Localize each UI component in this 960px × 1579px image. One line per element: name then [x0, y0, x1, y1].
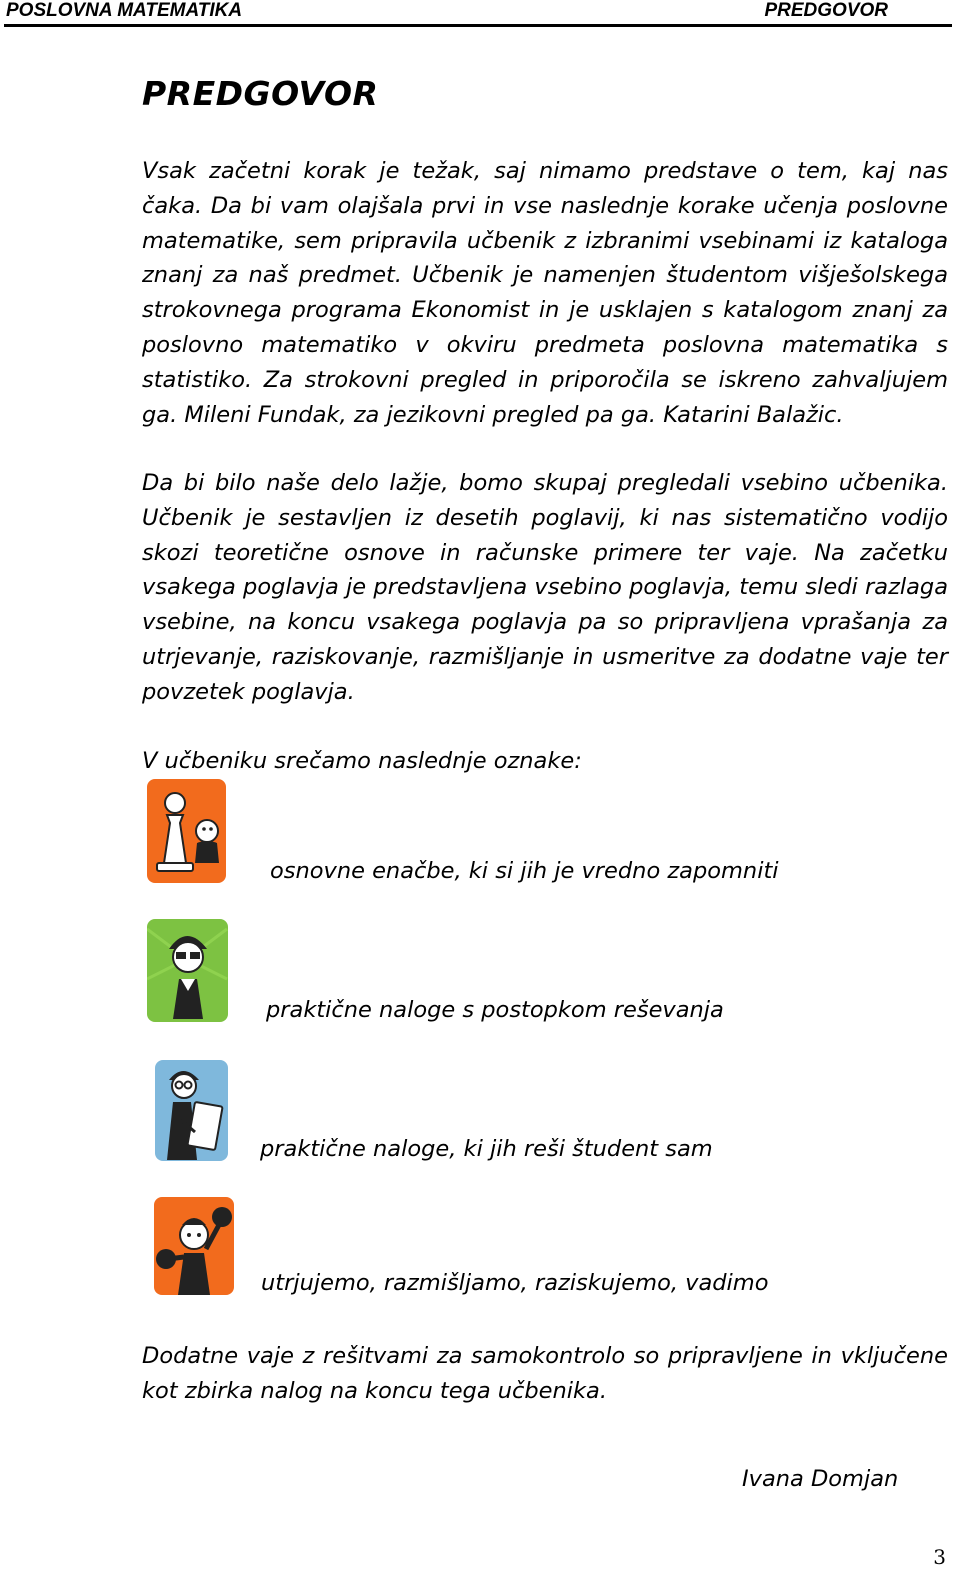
closing-paragraph: Dodatne vaje z rešitvami za samokontrolo so pripravljene in vključene kot zbirka nalog na koncu tega učbenika.	[142, 1343, 948, 1404]
chess-pawn-icon	[147, 779, 226, 883]
legend-label-formulas: osnovne enačbe, ki si jih je vredno zapomniti	[270, 858, 779, 884]
boxer-icon	[154, 1197, 234, 1295]
header-book-title: POSLOVNA MATEMATIKA	[6, 0, 243, 21]
student-glasses-icon	[147, 919, 228, 1022]
legend-label-student-tasks: praktične naloge, ki jih reši študent sam	[260, 1136, 713, 1162]
structure-paragraph: Da bi bilo naše delo lažje, bomo skupaj pregledali vsebino učbenika. Učbenik je sestavljen iz desetih poglavij, ki nas sistematično vodijo skozi teoretične osnove in računske primere ter vaje. Na začetku vsakega poglavja je predstavljena vsebino poglavja, temu sledi razlaga vsebine, na koncu vsakega poglavja pa so pripravljena vprašanja za utrjevanje, raziskovanje, razmišljanje in usmeritve za dodatne vaje ter povzetek poglavja.	[142, 470, 948, 705]
author-signature: Ivana Domjan	[742, 1466, 899, 1492]
intro-paragraph: Vsak začetni korak je težak, saj nimamo predstave o tem, kaj nas čaka. Da bi vam olajšala prvi in vse naslednje korake učenja poslovne matematike, sem pripravila učbenik z izbranimi vsebinami iz kataloga znanj za naš predmet. Učbenik je namenjen študentom višješolskega strokovnega programa Ekonomist in je usklajen s katalogom znanj za poslovno matematiko v okviru predmeta poslovna matematika s statistiko. Za strokovni pregled in priporočila se iskreno zahvaljujem ga. Mileni Fundak, za jezikovni pregled pa ga. Katarini Balažic.	[142, 158, 948, 428]
header-section-title: PREDGOVOR	[764, 0, 888, 21]
legend-label-practice: utrjujemo, razmišljamo, raziskujemo, vadimo	[261, 1270, 769, 1296]
page-header	[4, 0, 952, 27]
page-number: 3	[933, 1545, 946, 1569]
legend-label-worked-examples: praktične naloge s postopkom reševanja	[266, 997, 724, 1023]
student-clipboard-icon	[155, 1060, 228, 1161]
page-title: PREDGOVOR	[142, 74, 379, 113]
legend-intro: V učbeniku srečamo naslednje oznake:	[142, 748, 582, 774]
